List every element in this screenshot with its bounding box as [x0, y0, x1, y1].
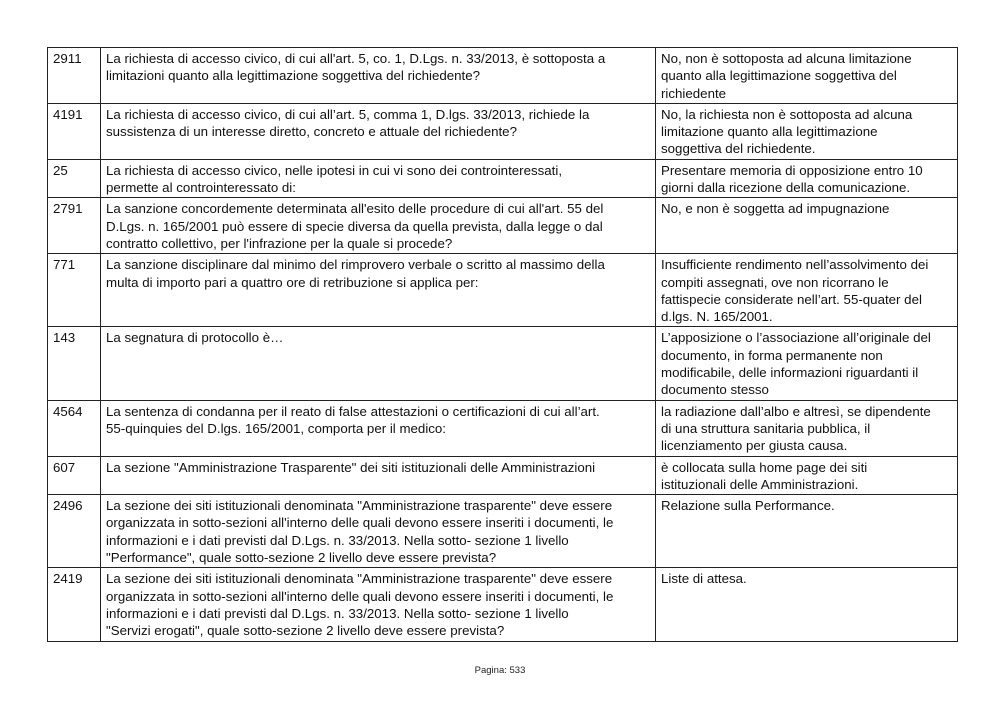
table-row [48, 254, 958, 327]
question-text: La sentenza di condanna per il reato di false attestazioni o certificazioni di cui all’art. 55-quinquies del D.lgs. 165/2001, comporta per il medico: [101, 400, 656, 456]
question-text: La sezione dei siti istituzionali denominata "Amministrazione trasparente" deve essere organizzata in sotto-sezioni all'interno delle quali devono essere inseriti i documenti, le informazioni e i dati previsti dal D.Lgs. n. 33/2013. Nella sotto- sezione 1 livello "Servizi erogati", quale sotto-sezione 2 livello deve essere prevista? [101, 568, 656, 641]
question-text: La richiesta di accesso civico, di cui all'art. 5, co. 1, D.Lgs. n. 33/2013, è sottoposta a limitazioni quanto alla legittimazione soggettiva del richiedente? [101, 48, 656, 104]
table-row [48, 103, 958, 159]
question-id: 2496 [48, 495, 101, 568]
answer-text: No, non è sottoposta ad alcuna limitazione quanto alla legittimazione soggettiva del richiedente [656, 48, 958, 104]
question-text: La richiesta di accesso civico, di cui all’art. 5, comma 1, D.lgs. 33/2013, richiede la sussistenza di un interesse diretto, concreto e attuale del richiedente? [101, 103, 656, 159]
table-row [48, 456, 958, 495]
answer-text: la radiazione dall’albo e altresì, se dipendente di una struttura sanitaria pubblica, il licenziamento per giusta causa. [656, 400, 958, 456]
question-id: 2791 [48, 198, 101, 254]
table-row [48, 198, 958, 254]
question-id: 607 [48, 456, 101, 495]
answer-text: è collocata sulla home page dei siti istituzionali delle Amministrazioni. [656, 456, 958, 495]
answer-text: No, e non è soggetta ad impugnazione [656, 198, 958, 254]
question-text: La sanzione concordemente determinata all'esito delle procedure di cui all'art. 55 del D.Lgs. n. 165/2001 può essere di specie diversa da quella prevista, dalla legge o dal contratto collettivo, per l'infrazione per la quale si procede? [101, 198, 656, 254]
question-id: 4564 [48, 400, 101, 456]
question-id: 143 [48, 327, 101, 400]
table-row [48, 48, 958, 104]
table-row [48, 495, 958, 568]
question-id: 25 [48, 159, 101, 198]
page-number: Pagina: 533 [474, 665, 526, 676]
answer-text: L’apposizione o l’associazione all’originale del documento, in forma permanente non modificabile, delle informazioni riguardanti il documento stesso [656, 327, 958, 400]
question-text: La segnatura di protocollo è… [101, 327, 656, 400]
question-text: La sezione "Amministrazione Trasparente" dei siti istituzionali delle Amministrazioni [101, 456, 656, 495]
table-row [48, 327, 958, 400]
question-id: 771 [48, 254, 101, 327]
answer-text: Relazione sulla Performance. [656, 495, 958, 568]
question-id: 2419 [48, 568, 101, 641]
answer-text: Liste di attesa. [656, 568, 958, 641]
table-row [48, 568, 958, 641]
question-id: 2911 [48, 48, 101, 104]
answer-text: Insufficiente rendimento nell’assolvimento dei compiti assegnati, ove non ricorrano le fattispecie considerate nell’art. 55-quater del d.lgs. N. 165/2001. [656, 254, 958, 327]
quiz-table [47, 47, 958, 642]
question-text: La sezione dei siti istituzionali denominata "Amministrazione trasparente" deve essere organizzata in sotto-sezioni all'interno delle quali devono essere inseriti i documenti, le informazioni e i dati previsti dal D.Lgs. n. 33/2013. Nella sotto- sezione 1 livello "Performance", quale sotto-sezione 2 livello deve essere prevista? [101, 495, 656, 568]
question-id: 4191 [48, 103, 101, 159]
question-text: La sanzione disciplinare dal minimo del rimprovero verbale o scritto al massimo della multa di importo pari a quattro ore di retribuzione si applica per: [101, 254, 656, 327]
table-row [48, 159, 958, 198]
table-row [48, 400, 958, 456]
answer-text: No, la richiesta non è sottoposta ad alcuna limitazione quanto alla legittimazione soggettiva del richiedente. [656, 103, 958, 159]
answer-text: Presentare memoria di opposizione entro 10 giorni dalla ricezione della comunicazione. [656, 159, 958, 198]
question-text: La richiesta di accesso civico, nelle ipotesi in cui vi sono dei controinteressati, permette al controinteressato di: [101, 159, 656, 198]
